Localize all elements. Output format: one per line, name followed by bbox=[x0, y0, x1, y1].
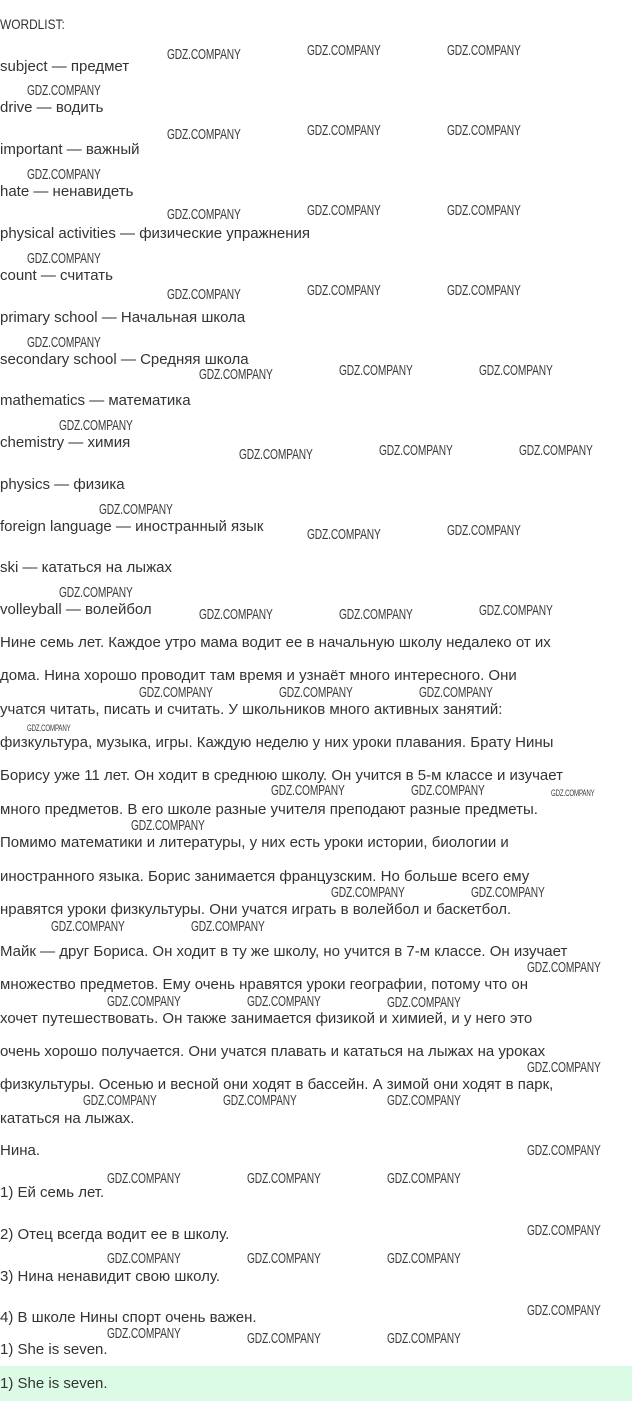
watermark-text: GDZ.COMPANY bbox=[27, 723, 71, 733]
watermark-text: GDZ.COMPANY bbox=[387, 1330, 461, 1347]
text-line: Помимо математики и литературы, у них есть уроки истории, биологии и bbox=[0, 834, 509, 851]
watermark-text: GDZ.COMPANY bbox=[447, 522, 521, 539]
watermark-text: GDZ.COMPANY bbox=[107, 1170, 181, 1187]
watermark-text: GDZ.COMPANY bbox=[191, 918, 265, 935]
watermark-text: GDZ.COMPANY bbox=[271, 782, 345, 799]
statement-item: 1) Ей семь лет. bbox=[0, 1184, 105, 1201]
statement-item: 2) Отец всегда водит ее в школу. bbox=[0, 1226, 230, 1243]
text-line: Нине семь лет. Каждое утро мама водит ее в начальную школу недалеко от их bbox=[0, 634, 551, 651]
watermark-text: GDZ.COMPANY bbox=[307, 282, 381, 299]
response-text: 1) She is seven. bbox=[0, 1341, 108, 1358]
text-line: Борису уже 11 лет. Он ходит в среднюю школу. Он учится в 5-м классе и изучает bbox=[0, 767, 563, 784]
answer-box bbox=[0, 1366, 632, 1401]
watermark-text: GDZ.COMPANY bbox=[59, 584, 133, 601]
watermark-text: GDZ.COMPANY bbox=[27, 334, 101, 351]
text-line: дома. Нина хорошо проводит там время и узнаёт много интересного. Они bbox=[0, 667, 517, 684]
watermark-text: GDZ.COMPANY bbox=[387, 1170, 461, 1187]
watermark-text: GDZ.COMPANY bbox=[51, 918, 125, 935]
watermark-text: GDZ.COMPANY bbox=[167, 126, 241, 143]
watermark-text: GDZ.COMPANY bbox=[27, 250, 101, 267]
wordlist-item: important — важный bbox=[0, 141, 140, 158]
wordlist-item: mathematics — математика bbox=[0, 392, 191, 409]
statement-item: 3) Нина ненавидит свою школу. bbox=[0, 1268, 221, 1285]
watermark-text: GDZ.COMPANY bbox=[551, 788, 595, 798]
wordlist-item: physics — физика bbox=[0, 476, 125, 493]
wordlist-item: foreign language — иностранный язык bbox=[0, 518, 264, 535]
watermark-text: GDZ.COMPANY bbox=[527, 1059, 601, 1076]
watermark-text: GDZ.COMPANY bbox=[239, 446, 313, 463]
watermark-text: GDZ.COMPANY bbox=[247, 1250, 321, 1267]
watermark-text: GDZ.COMPANY bbox=[107, 1250, 181, 1267]
text-line: учатся читать, писать и считать. У школьников много активных занятий: bbox=[0, 701, 503, 718]
text-line: иностранного языка. Борис занимается французским. Но больше всего ему bbox=[0, 868, 530, 885]
watermark-text: GDZ.COMPANY bbox=[339, 362, 413, 379]
watermark-text: GDZ.COMPANY bbox=[247, 1330, 321, 1347]
watermark-text: GDZ.COMPANY bbox=[131, 817, 205, 834]
watermark-text: GDZ.COMPANY bbox=[167, 46, 241, 63]
watermark-text: GDZ.COMPANY bbox=[379, 442, 453, 459]
watermark-text: GDZ.COMPANY bbox=[139, 684, 213, 701]
watermark-text: GDZ.COMPANY bbox=[107, 1325, 181, 1342]
watermark-text: GDZ.COMPANY bbox=[107, 993, 181, 1010]
text-line: множество предметов. Ему очень нравятся уроки географии, потому что он bbox=[0, 976, 529, 993]
watermark-text: GDZ.COMPANY bbox=[527, 1142, 601, 1159]
watermark-text: GDZ.COMPANY bbox=[447, 282, 521, 299]
wordlist-item: primary school — Начальная школа bbox=[0, 309, 246, 326]
wordlist-title: WORDLIST: bbox=[0, 16, 65, 32]
watermark-text: GDZ.COMPANY bbox=[307, 42, 381, 59]
wordlist-item: hate — ненавидеть bbox=[0, 183, 134, 200]
watermark-text: GDZ.COMPANY bbox=[387, 1092, 461, 1109]
wordlist-item: subject — предмет bbox=[0, 58, 130, 75]
wordlist-item: chemistry — химия bbox=[0, 434, 131, 451]
answer-text: 1) She is seven. bbox=[0, 1375, 108, 1392]
watermark-text: GDZ.COMPANY bbox=[479, 362, 553, 379]
wordlist-item: ski — кататься на лыжах bbox=[0, 559, 172, 576]
watermark-text: GDZ.COMPANY bbox=[307, 202, 381, 219]
watermark-text: GDZ.COMPANY bbox=[527, 959, 601, 976]
watermark-text: GDZ.COMPANY bbox=[527, 1222, 601, 1239]
text-line: Майк — друг Бориса. Он ходит в ту же школу, но учится в 7-м классе. Он изучает bbox=[0, 943, 568, 960]
watermark-text: GDZ.COMPANY bbox=[387, 1250, 461, 1267]
watermark-text: GDZ.COMPANY bbox=[387, 994, 461, 1011]
watermark-text: GDZ.COMPANY bbox=[167, 206, 241, 223]
watermark-text: GDZ.COMPANY bbox=[527, 1302, 601, 1319]
watermark-text: GDZ.COMPANY bbox=[247, 1170, 321, 1187]
wordlist-item: physical activities — физические упражнения bbox=[0, 225, 311, 242]
watermark-text: GDZ.COMPANY bbox=[279, 684, 353, 701]
watermark-text: GDZ.COMPANY bbox=[99, 501, 173, 518]
text-line: хочет путешествовать. Он также занимается физикой и химией, и у него это bbox=[0, 1010, 533, 1027]
watermark-text: GDZ.COMPANY bbox=[447, 202, 521, 219]
watermark-text: GDZ.COMPANY bbox=[59, 417, 133, 434]
watermark-text: GDZ.COMPANY bbox=[199, 366, 273, 383]
text-line: очень хорошо получается. Они учатся плавать и кататься на лыжах на уроках bbox=[0, 1043, 546, 1060]
watermark-text: GDZ.COMPANY bbox=[479, 602, 553, 619]
watermark-text: GDZ.COMPANY bbox=[519, 442, 593, 459]
watermark-text: GDZ.COMPANY bbox=[471, 884, 545, 901]
watermark-text: GDZ.COMPANY bbox=[167, 286, 241, 303]
question-heading: Нина. bbox=[0, 1142, 41, 1159]
watermark-text: GDZ.COMPANY bbox=[223, 1092, 297, 1109]
watermark-text: GDZ.COMPANY bbox=[307, 526, 381, 543]
watermark-text: GDZ.COMPANY bbox=[447, 42, 521, 59]
text-line: физкультуры. Осенью и весной они ходят в бассейн. А зимой они ходят в парк, bbox=[0, 1076, 554, 1093]
text-line: много предметов. В его школе разные учителя преподают разные предметы. bbox=[0, 801, 538, 818]
statement-item: 4) В школе Нины спорт очень важен. bbox=[0, 1309, 257, 1326]
watermark-text: GDZ.COMPANY bbox=[339, 606, 413, 623]
watermark-text: GDZ.COMPANY bbox=[447, 122, 521, 139]
watermark-text: GDZ.COMPANY bbox=[27, 166, 101, 183]
text-line: кататься на лыжах. bbox=[0, 1110, 135, 1127]
wordlist-item: drive — водить bbox=[0, 99, 104, 116]
text-line: нравятся уроки физкультуры. Они учатся играть в волейбол и баскетбол. bbox=[0, 901, 512, 918]
watermark-text: GDZ.COMPANY bbox=[199, 606, 273, 623]
wordlist-item: count — считать bbox=[0, 267, 113, 284]
watermark-text: GDZ.COMPANY bbox=[307, 122, 381, 139]
text-line: физкультура, музыка, игры. Каждую неделю у них уроки плавания. Брату Нины bbox=[0, 734, 554, 751]
watermark-text: GDZ.COMPANY bbox=[247, 993, 321, 1010]
wordlist-item: secondary school — Средняя школа bbox=[0, 351, 249, 368]
watermark-text: GDZ.COMPANY bbox=[27, 82, 101, 99]
watermark-text: GDZ.COMPANY bbox=[331, 884, 405, 901]
watermark-text: GDZ.COMPANY bbox=[83, 1092, 157, 1109]
watermark-text: GDZ.COMPANY bbox=[411, 782, 485, 799]
watermark-text: GDZ.COMPANY bbox=[419, 684, 493, 701]
wordlist-item: volleyball — волейбол bbox=[0, 601, 152, 618]
